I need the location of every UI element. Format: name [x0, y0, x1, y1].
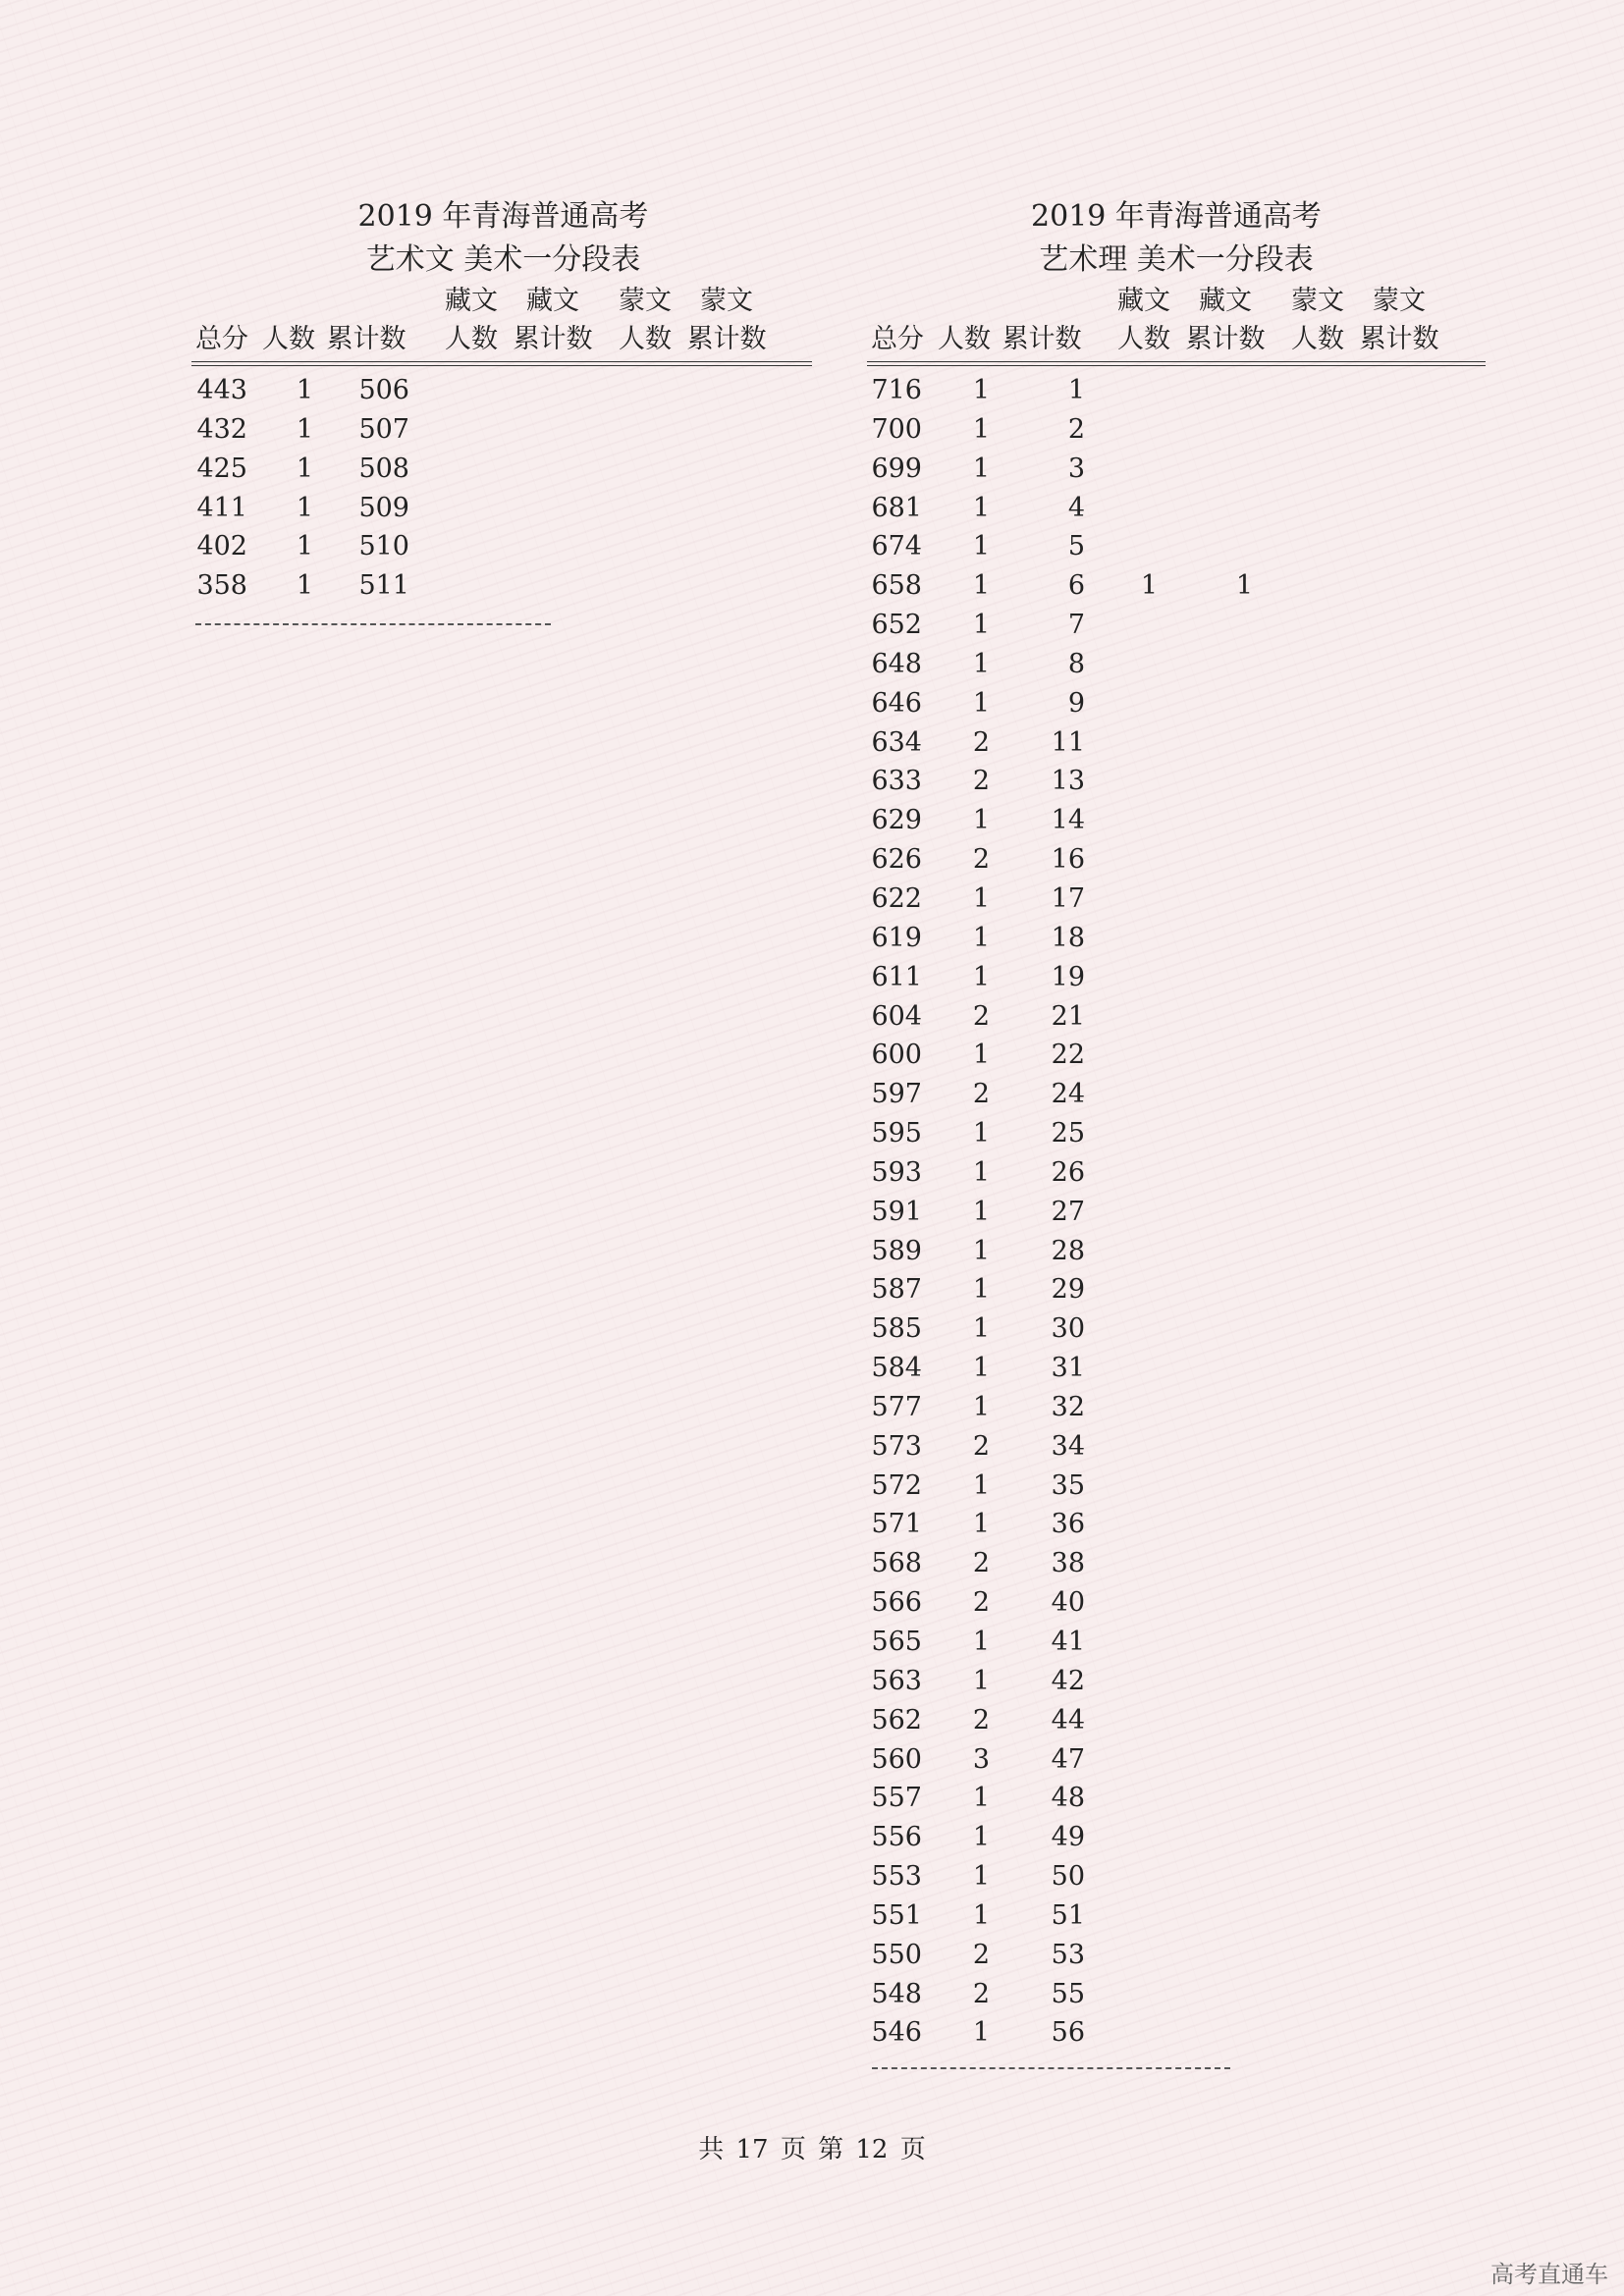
cell-cumulative: 25	[1051, 1118, 1085, 1149]
cell-cumulative: 47	[1051, 1743, 1085, 1775]
cell-count: 1	[972, 1822, 990, 1853]
cell-cumulative: 50	[1051, 1861, 1085, 1893]
right-table-body	[867, 370, 1486, 2052]
cell-total-score: 595	[871, 1118, 922, 1149]
cell-total-score: 629	[871, 805, 922, 836]
cell-total-score: 646	[871, 687, 922, 719]
cell-count: 1	[972, 413, 990, 445]
cell-cumulative: 14	[1051, 805, 1085, 836]
cell-total-score: 597	[871, 1079, 922, 1110]
cell-count: 2	[972, 726, 990, 758]
cell-total-score: 572	[871, 1469, 922, 1501]
cell-total-score: 622	[871, 882, 922, 914]
cell-total-score: 587	[871, 1274, 922, 1306]
table-row	[867, 1817, 1486, 1856]
table-row	[867, 1152, 1486, 1192]
cell-total-score: 611	[871, 961, 922, 992]
cell-total-score: 589	[871, 1235, 922, 1266]
cell-count: 1	[296, 570, 313, 602]
table-row	[867, 683, 1486, 722]
left-col-header-meng-cum: 累计数	[686, 324, 767, 354]
table-row	[191, 565, 815, 605]
cell-count: 1	[972, 1156, 990, 1188]
left-end-rule	[195, 623, 551, 625]
table-row	[867, 2012, 1486, 2052]
table-row	[867, 722, 1486, 762]
right-col-header-meng-count: 人数	[1291, 324, 1344, 354]
cell-count: 1	[972, 1627, 990, 1657]
cell-total-score: 577	[871, 1391, 922, 1422]
cell-count: 1	[972, 961, 990, 992]
cell-cumulative: 27	[1051, 1196, 1085, 1227]
left-col-header-zang-cum: 累计数	[513, 324, 593, 354]
cell-count: 1	[972, 1040, 990, 1071]
cell-count: 1	[972, 1235, 990, 1266]
cell-zang-cumulative: 1	[1235, 570, 1253, 602]
cell-count: 1	[296, 531, 313, 562]
cell-total-score: 604	[871, 1000, 922, 1032]
table-row	[191, 449, 815, 488]
cell-total-score: 716	[871, 375, 922, 405]
cell-total-score: 557	[871, 1783, 922, 1814]
cell-cumulative: 51	[1051, 1899, 1085, 1931]
cell-count: 2	[972, 1079, 990, 1110]
cell-total-score: 546	[871, 2017, 922, 2049]
right-group-header-zang-count: 藏文	[1117, 286, 1170, 316]
cell-cumulative: 8	[1067, 648, 1085, 679]
table-row	[867, 370, 1486, 409]
table-row	[867, 1974, 1486, 2013]
right-header-rule	[867, 361, 1486, 366]
table-row	[867, 957, 1486, 996]
table-row	[867, 1466, 1486, 1505]
cell-count: 1	[972, 1899, 990, 1931]
right-col-header-meng-cum: 累计数	[1359, 324, 1439, 354]
cell-total-score: 700	[871, 413, 922, 445]
cell-total-score: 573	[871, 1430, 922, 1462]
cell-total-score: 411	[196, 492, 247, 523]
cell-total-score: 674	[871, 531, 922, 562]
cell-zang-count: 1	[1140, 570, 1158, 602]
table-row	[867, 1387, 1486, 1426]
cell-cumulative: 1	[1067, 375, 1085, 405]
cell-total-score: 591	[871, 1196, 922, 1227]
cell-cumulative: 38	[1051, 1548, 1085, 1579]
table-row	[867, 996, 1486, 1036]
cell-count: 2	[972, 1430, 990, 1462]
cell-total-score: 699	[871, 453, 922, 484]
table-row	[867, 1426, 1486, 1466]
source-watermark: 高考直通车	[1490, 2261, 1608, 2288]
cell-cumulative: 34	[1051, 1430, 1085, 1462]
cell-total-score: 425	[196, 453, 247, 484]
cell-cumulative: 6	[1067, 570, 1085, 602]
right-col-header-count: 人数	[938, 324, 991, 354]
cell-cumulative: 30	[1051, 1313, 1085, 1345]
cell-cumulative: 13	[1051, 766, 1085, 797]
cell-count: 2	[972, 1548, 990, 1579]
cell-count: 1	[296, 453, 313, 484]
cell-cumulative: 36	[1051, 1509, 1085, 1540]
table-row	[867, 1661, 1486, 1700]
table-row	[867, 761, 1486, 800]
cell-count: 1	[972, 1469, 990, 1501]
left-title-line1: 2019 年青海普通高考	[357, 199, 649, 234]
cell-cumulative: 509	[358, 492, 409, 523]
cell-cumulative: 506	[358, 375, 409, 405]
table-row	[867, 918, 1486, 957]
table-row	[867, 1504, 1486, 1543]
cell-cumulative: 510	[358, 531, 409, 562]
cell-count: 1	[972, 1391, 990, 1422]
cell-count: 1	[972, 492, 990, 523]
cell-count: 1	[972, 2017, 990, 2049]
cell-total-score: 652	[871, 610, 922, 641]
cell-count: 2	[972, 1587, 990, 1619]
table-row	[867, 1739, 1486, 1779]
table-row	[867, 409, 1486, 449]
left-col-header-total: 总分	[195, 324, 248, 354]
cell-count: 1	[972, 922, 990, 953]
cell-count: 3	[972, 1743, 990, 1775]
cell-total-score: 626	[871, 844, 922, 876]
table-row	[867, 488, 1486, 527]
right-col-header-zang-count: 人数	[1117, 324, 1170, 354]
cell-cumulative: 53	[1051, 1939, 1085, 1970]
left-title-line2: 艺术文 美术一分段表	[365, 242, 641, 277]
cell-cumulative: 40	[1051, 1587, 1085, 1619]
right-group-header-meng-cum: 蒙文	[1373, 286, 1426, 316]
cell-total-score: 402	[196, 531, 247, 562]
cell-total-score: 556	[871, 1822, 922, 1853]
left-group-header-meng-cum: 蒙文	[700, 286, 753, 316]
cell-cumulative: 29	[1051, 1274, 1085, 1306]
cell-cumulative: 32	[1051, 1391, 1085, 1422]
right-col-header-total: 总分	[871, 324, 924, 354]
table-row	[867, 1778, 1486, 1817]
cell-count: 1	[972, 610, 990, 641]
cell-count: 1	[972, 1353, 990, 1384]
cell-total-score: 562	[871, 1704, 922, 1735]
cell-count: 1	[296, 492, 313, 523]
cell-cumulative: 42	[1051, 1665, 1085, 1696]
cell-cumulative: 16	[1051, 844, 1085, 876]
cell-count: 1	[972, 805, 990, 836]
cell-count: 2	[972, 844, 990, 876]
left-col-header-cum: 累计数	[326, 324, 406, 354]
cell-count: 1	[972, 1509, 990, 1540]
cell-total-score: 432	[196, 413, 247, 445]
cell-count: 1	[296, 375, 313, 405]
cell-cumulative: 511	[358, 570, 409, 602]
cell-cumulative: 55	[1051, 1978, 1085, 2009]
cell-count: 1	[972, 1196, 990, 1227]
table-row	[867, 1113, 1486, 1152]
table-row	[867, 1700, 1486, 1739]
cell-cumulative: 18	[1051, 922, 1085, 953]
right-title-line2: 艺术理 美术一分段表	[1039, 242, 1314, 277]
table-row	[867, 1269, 1486, 1308]
left-group-header-zang-cum: 藏文	[526, 286, 579, 316]
cell-total-score: 584	[871, 1353, 922, 1384]
table-row	[867, 1582, 1486, 1622]
cell-cumulative: 19	[1051, 961, 1085, 992]
table-row	[867, 1035, 1486, 1074]
cell-cumulative: 41	[1051, 1627, 1085, 1657]
left-group-header-zang-count: 藏文	[445, 286, 498, 316]
cell-total-score: 548	[871, 1978, 922, 2009]
table-row	[867, 1622, 1486, 1661]
cell-cumulative: 28	[1051, 1235, 1085, 1266]
table-row	[867, 800, 1486, 839]
cell-total-score: 571	[871, 1509, 922, 1540]
table-row	[867, 1348, 1486, 1387]
cell-count: 1	[972, 648, 990, 679]
cell-total-score: 593	[871, 1156, 922, 1188]
cell-total-score: 551	[871, 1899, 922, 1931]
cell-cumulative: 35	[1051, 1469, 1085, 1501]
right-group-header-zang-cum: 藏文	[1199, 286, 1252, 316]
table-row	[191, 488, 815, 527]
cell-count: 2	[972, 1704, 990, 1735]
cell-cumulative: 17	[1051, 882, 1085, 914]
cell-count: 1	[972, 1665, 990, 1696]
left-col-header-zang-count: 人数	[445, 324, 498, 354]
cell-count: 1	[972, 1313, 990, 1345]
cell-cumulative: 2	[1067, 413, 1085, 445]
cell-total-score: 553	[871, 1861, 922, 1893]
cell-total-score: 565	[871, 1627, 922, 1657]
cell-total-score: 563	[871, 1665, 922, 1696]
table-row	[867, 449, 1486, 488]
cell-count: 1	[972, 375, 990, 405]
cell-cumulative: 9	[1067, 687, 1085, 719]
cell-count: 1	[972, 882, 990, 914]
cell-cumulative: 56	[1051, 2017, 1085, 2049]
cell-count: 2	[972, 1978, 990, 2009]
table-row	[867, 565, 1486, 605]
cell-cumulative: 507	[358, 413, 409, 445]
table-row	[867, 1935, 1486, 1974]
right-end-rule	[872, 2067, 1230, 2069]
cell-cumulative: 3	[1067, 453, 1085, 484]
cell-total-score: 566	[871, 1587, 922, 1619]
cell-total-score: 600	[871, 1040, 922, 1071]
cell-cumulative: 11	[1051, 726, 1085, 758]
cell-total-score: 658	[871, 570, 922, 602]
left-table-body	[191, 370, 815, 605]
cell-count: 1	[972, 531, 990, 562]
cell-cumulative: 26	[1051, 1156, 1085, 1188]
table-row	[867, 879, 1486, 918]
table-row	[191, 370, 815, 409]
cell-total-score: 550	[871, 1939, 922, 1970]
left-col-header-meng-count: 人数	[619, 324, 672, 354]
cell-cumulative: 5	[1067, 531, 1085, 562]
table-row	[867, 1231, 1486, 1270]
cell-cumulative: 44	[1051, 1704, 1085, 1735]
table-row	[867, 839, 1486, 879]
cell-count: 1	[972, 1783, 990, 1814]
cell-total-score: 358	[196, 570, 247, 602]
table-row	[191, 409, 815, 449]
cell-count: 1	[972, 1861, 990, 1893]
left-group-header-meng-count: 蒙文	[619, 286, 672, 316]
cell-total-score: 633	[871, 766, 922, 797]
cell-count: 1	[972, 1274, 990, 1306]
cell-count: 2	[972, 766, 990, 797]
right-title-line1: 2019 年青海普通高考	[1031, 199, 1322, 234]
cell-total-score: 568	[871, 1548, 922, 1579]
table-row	[867, 644, 1486, 683]
cell-cumulative: 22	[1051, 1040, 1085, 1071]
page-footer: 共 17 页 第 12 页	[698, 2135, 926, 2164]
table-row	[867, 1896, 1486, 1935]
cell-count: 1	[972, 687, 990, 719]
table-row	[867, 1192, 1486, 1231]
cell-total-score: 634	[871, 726, 922, 758]
cell-cumulative: 31	[1051, 1353, 1085, 1384]
table-row	[867, 1856, 1486, 1896]
cell-cumulative: 24	[1051, 1079, 1085, 1110]
cell-count: 1	[972, 1118, 990, 1149]
cell-total-score: 619	[871, 922, 922, 953]
right-group-header-meng-count: 蒙文	[1291, 286, 1344, 316]
cell-cumulative: 508	[358, 453, 409, 484]
cell-cumulative: 7	[1067, 610, 1085, 641]
table-row	[867, 605, 1486, 644]
cell-cumulative: 49	[1051, 1822, 1085, 1853]
left-header-rule	[191, 361, 812, 366]
cell-cumulative: 48	[1051, 1783, 1085, 1814]
cell-count: 1	[972, 570, 990, 602]
cell-total-score: 585	[871, 1313, 922, 1345]
cell-cumulative: 21	[1051, 1000, 1085, 1032]
table-row	[191, 526, 815, 565]
right-col-header-zang-cum: 累计数	[1185, 324, 1266, 354]
cell-count: 1	[296, 413, 313, 445]
cell-count: 1	[972, 453, 990, 484]
table-row	[867, 1074, 1486, 1113]
right-col-header-cum: 累计数	[1001, 324, 1082, 354]
cell-count: 2	[972, 1939, 990, 1970]
cell-count: 2	[972, 1000, 990, 1032]
cell-total-score: 681	[871, 492, 922, 523]
cell-total-score: 560	[871, 1743, 922, 1775]
cell-total-score: 648	[871, 648, 922, 679]
table-row	[867, 1308, 1486, 1348]
table-row	[867, 526, 1486, 565]
cell-cumulative: 4	[1067, 492, 1085, 523]
table-row	[867, 1543, 1486, 1582]
left-col-header-count: 人数	[262, 324, 315, 354]
cell-total-score: 443	[196, 375, 247, 405]
